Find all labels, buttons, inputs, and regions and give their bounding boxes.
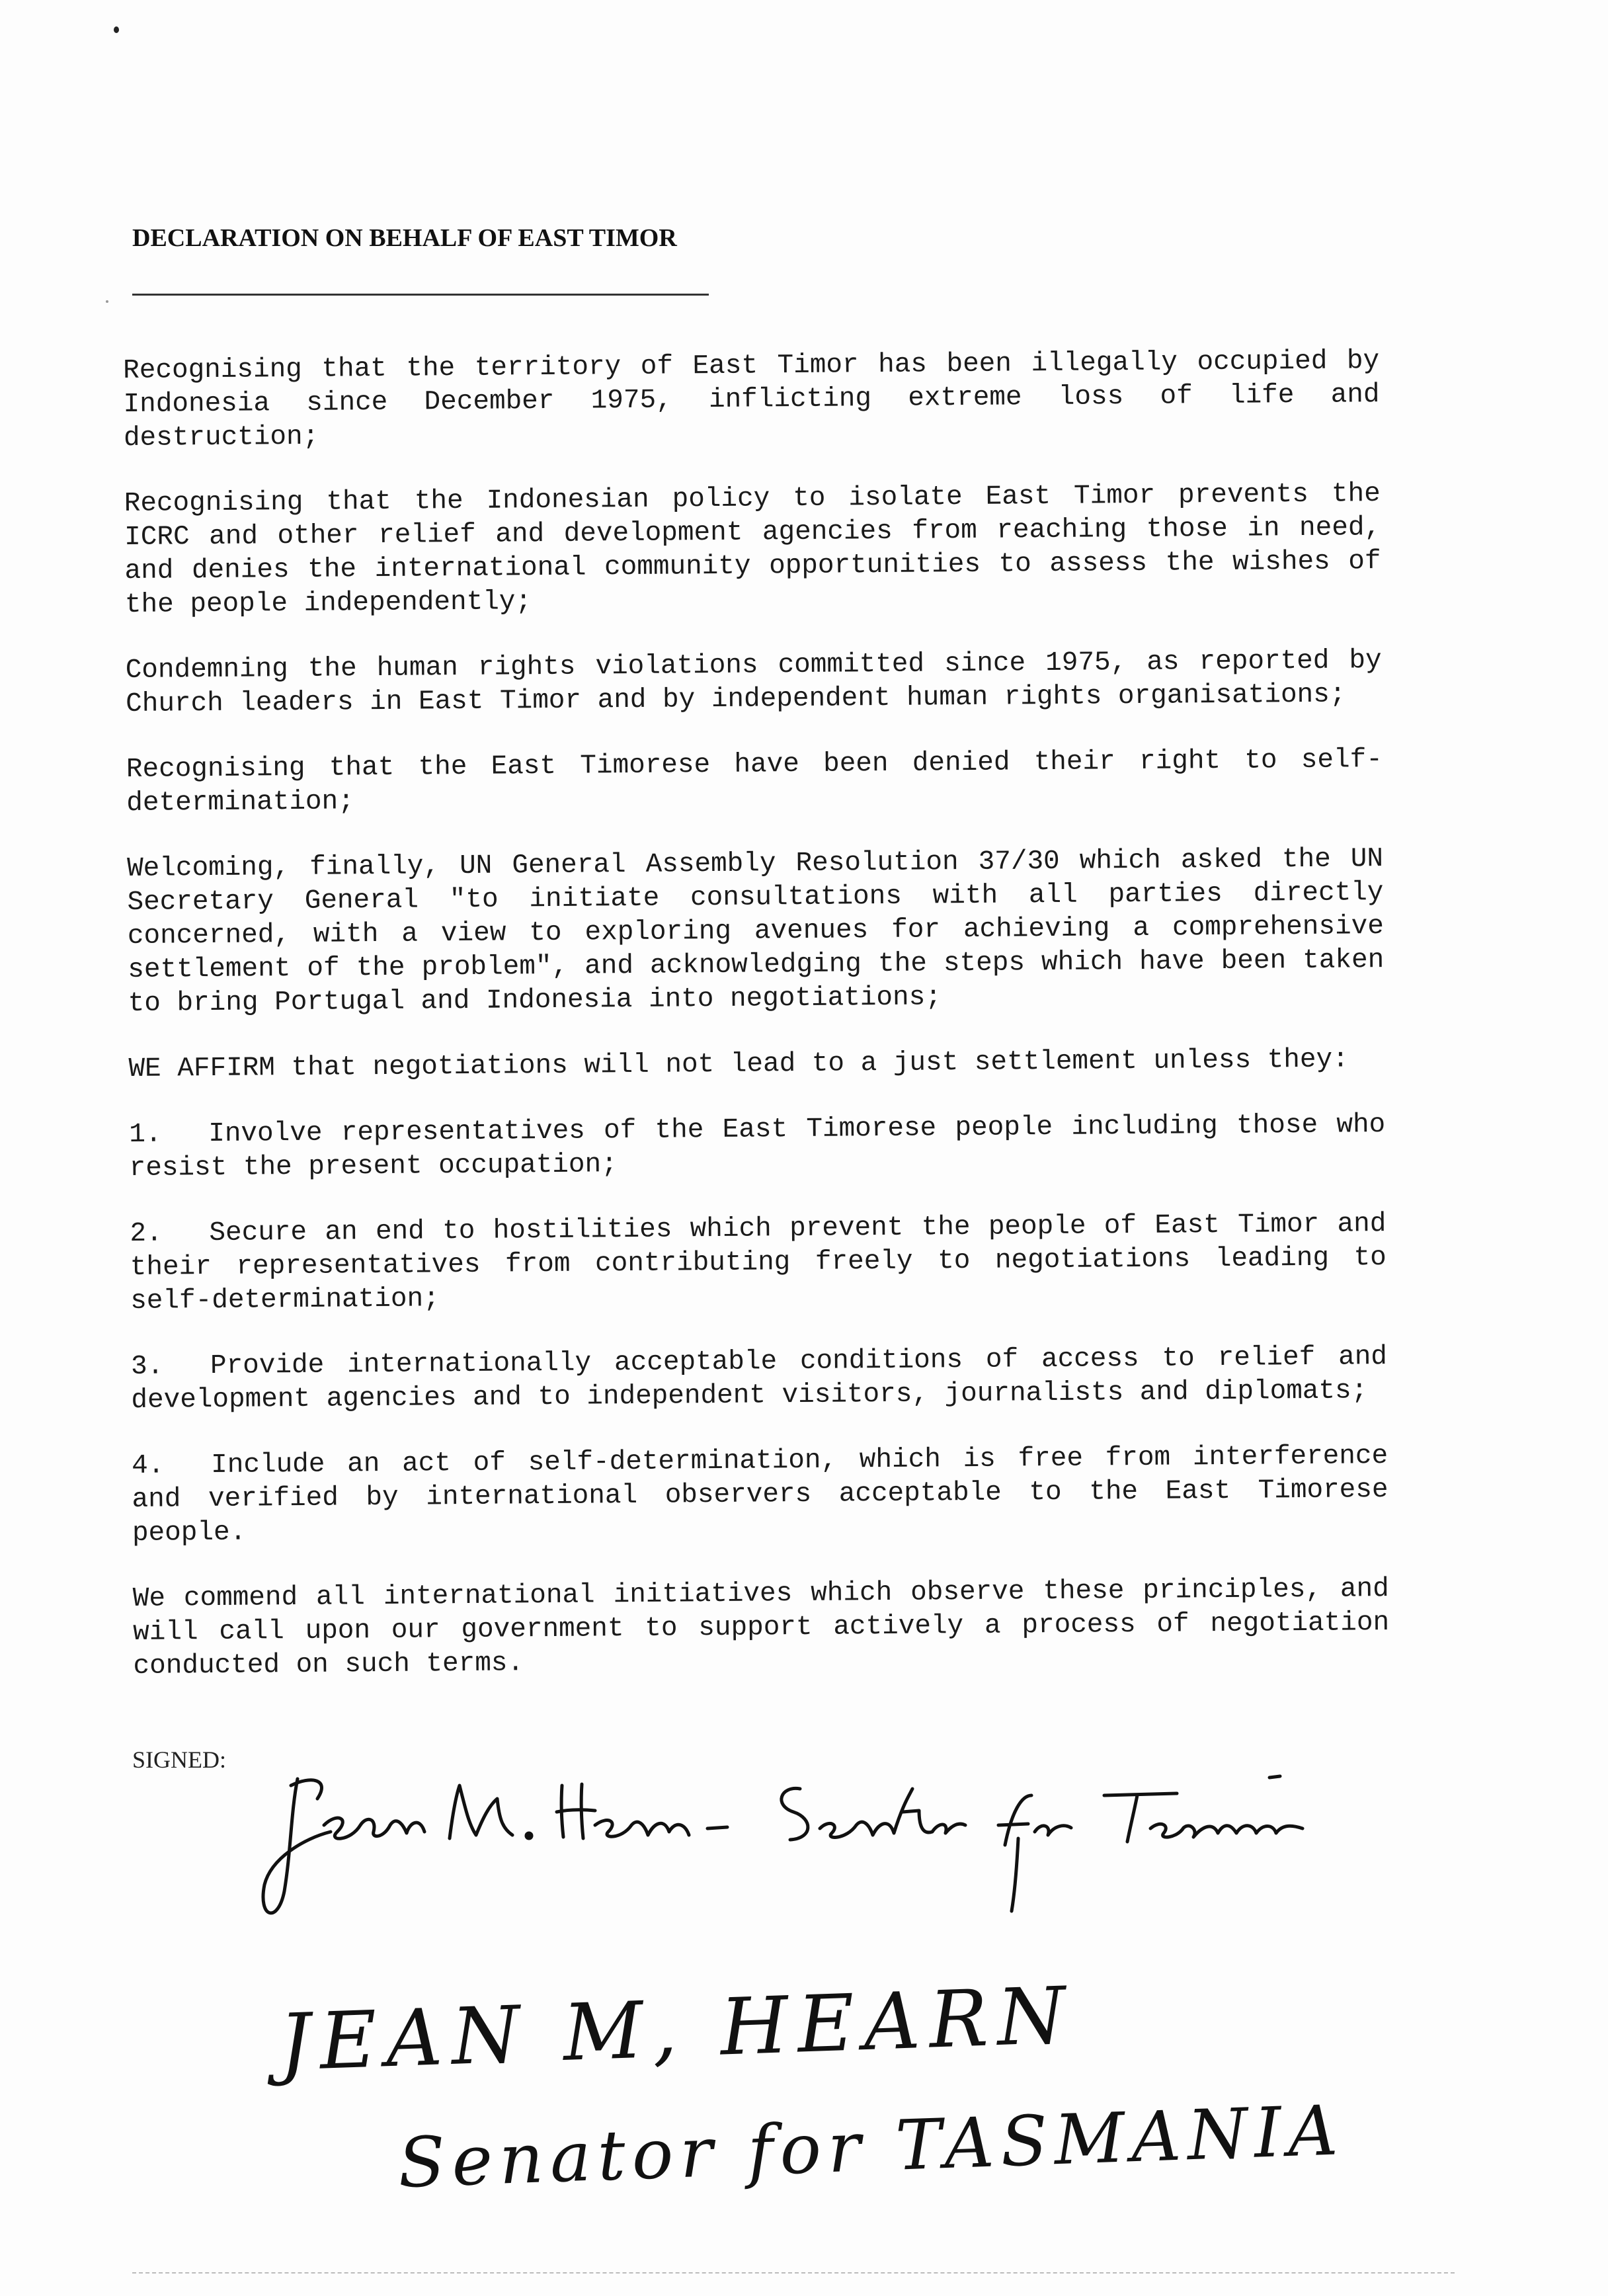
paragraph-recognising-occupation: Recognising that the territory of East Timor has been illegally occupied by Indonesia since December 1975, inflicting extreme loss of life and destruction; — [123, 346, 1380, 454]
scan-speck — [114, 26, 119, 33]
paragraph-recognising-self-determination: Recognising that the East Timorese have been denied their right to self-determination; — [126, 745, 1383, 819]
signed-label: SIGNED: — [132, 1746, 226, 1773]
list-item-number: 3. — [130, 1351, 164, 1382]
list-item — [131, 1340, 1388, 1418]
paragraph-welcoming-resolution: Welcoming, finally, UN General Assembly Resolution 37/30 which asked the UN Secretary General "to initiate consultations with all parties directly concerned, with a view to exploring avenues for achieving a comprehensive settlement of the problem", and acknowledging the steps which have been taken to bring Portugal and Indonesia into negotiations; — [126, 844, 1385, 1019]
handwritten-signature — [251, 1759, 1375, 1931]
list-item-number: 2. — [130, 1218, 163, 1249]
paragraph-condemning-violations: Condemning the human rights violations committed since 1975, as reported by Church leaders in East Timor and by independent human rights organisations; — [125, 645, 1382, 719]
paragraph-we-affirm: WE AFFIRM that negotiations will not lead to a just settlement unless they: — [128, 1044, 1349, 1085]
list-item — [129, 1108, 1386, 1186]
list-item-text: Include an act of self-determination, which is free from interference and verified by international observers acceptable to the East Timorese people. — [132, 1441, 1388, 1549]
list-item-text: Secure an end to hostilities which prevent the people of East Timor and their representatives from contributing freely to negotiations leading to self-determination; — [130, 1209, 1387, 1317]
list-item-number: 4. — [132, 1450, 165, 1481]
list-item-text: Involve representatives of the East Timorese people including those who resist the present occupation; — [129, 1110, 1386, 1184]
list-item-number: 1. — [129, 1119, 162, 1150]
title-underline — [132, 294, 709, 296]
footer-divider — [132, 2272, 1455, 2274]
list-item-text: Provide internationally acceptable conditions of access to relief and development agencies and to independent visitors, journalists and diplomats; — [131, 1342, 1388, 1416]
handwritten-printed-name: JEAN M, HEARN — [278, 1969, 1076, 2088]
paragraph-closing: We commend all international initiatives which observe these principles, and will call upon our government to support actively a process of negotiation conducted on such terms. — [132, 1574, 1390, 1682]
list-item — [132, 1440, 1388, 1551]
paragraph-recognising-isolation: Recognising that the Indonesian policy to isolate East Timor prevents the ICRC and other relief and development agencies from reaching those in need, and denies the international community opportunities to assess the wishes of the people independently; — [124, 479, 1381, 620]
scan-speck — [106, 300, 108, 303]
document-body — [123, 345, 1390, 1715]
handwritten-printed-title: Senator for TASMANIA — [397, 2090, 1346, 2203]
document-title: DECLARATION ON BEHALF OF EAST TIMOR — [132, 224, 677, 252]
list-item — [130, 1208, 1387, 1319]
